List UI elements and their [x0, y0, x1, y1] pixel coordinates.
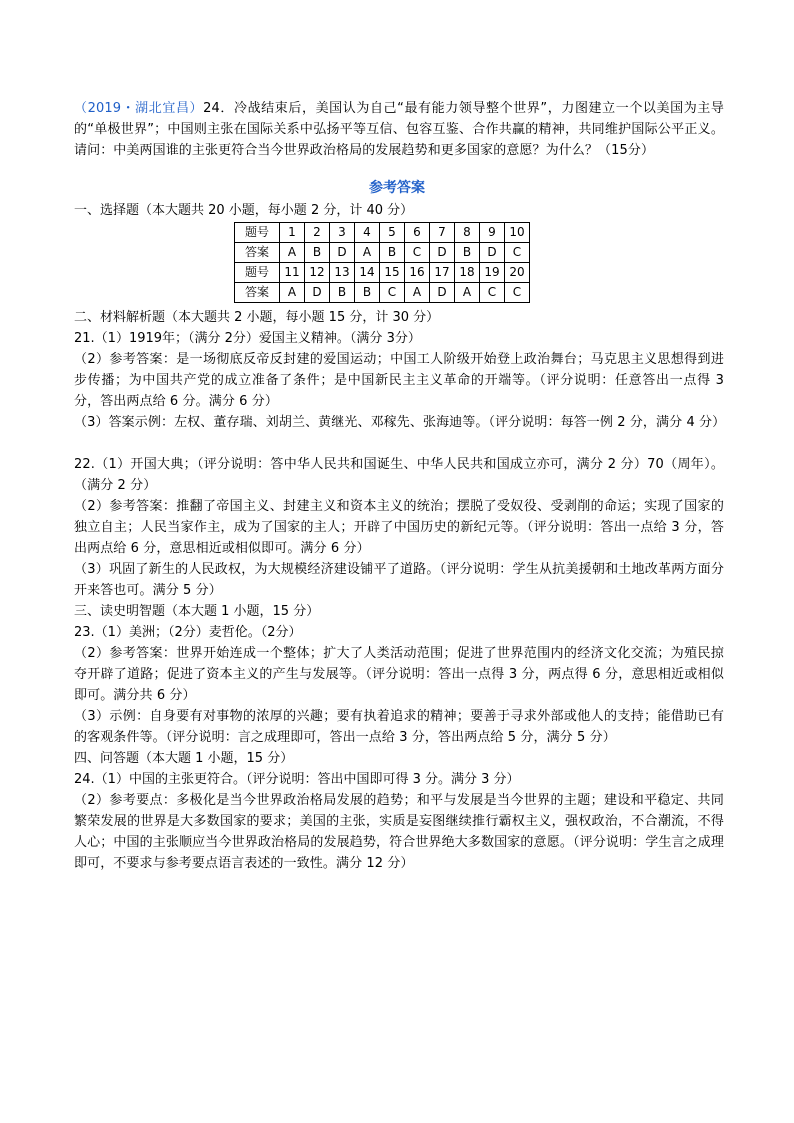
answer-table-cell: 12	[305, 263, 330, 283]
q22-part1: 22.（1）开国大典；（评分说明：答中华人民共和国诞生、中华人民共和国成立亦可，满分 2 分）70（周年）。（满分 2 分）	[74, 457, 724, 493]
answer-table-row	[235, 223, 530, 243]
section-4-title: 四、问答题（本大题 1 小题，15 分）	[74, 751, 294, 766]
answer-table-cell: D	[430, 283, 455, 303]
section-3-title: 三、读史明智题（本大题 1 小题，15 分）	[74, 604, 320, 619]
answer-table-cell: 3	[330, 223, 355, 243]
section-1-title: 一、选择题（本大题共 20 小题，每小题 2 分，计 40 分）	[74, 203, 414, 218]
answer-table-cell: A	[280, 243, 305, 263]
answer-table-cell: 15	[380, 263, 405, 283]
answer-table-cell: A	[280, 283, 305, 303]
question-24-stem	[74, 98, 724, 161]
q21-part2: （2）参考答案：是一场彻底反帝反封建的爱国运动；中国工人阶级开始登上政治舞台；马克思主义思想得到进步传播；为中国共产党的成立准备了条件；是中国新民主主义革命的开端等。（评分说明：任意答出一点得 3 分，答出两点给 6 分。满分 6 分）	[74, 352, 724, 409]
q22-part3: （3）巩固了新生的人民政权，为大规模经济建设铺平了道路。（评分说明：学生从抗美援朝和土地改革两方面分开来答也可。满分 5 分）	[74, 562, 724, 598]
answer-table-cell: A	[405, 283, 430, 303]
answer-table-cell: 19	[480, 263, 505, 283]
q21-part1: 21.（1）1919年；（满分 2分）爱国主义精神。（满分 3分）	[74, 331, 421, 346]
answer-table-row-header: 题号	[235, 223, 280, 243]
answer-table	[234, 222, 530, 303]
answer-table-cell: 7	[430, 223, 455, 243]
answer-table-cell: C	[480, 283, 505, 303]
answer-table-cell: 8	[455, 223, 480, 243]
answer-table-cell: 9	[480, 223, 505, 243]
answer-table-cell: 20	[505, 263, 530, 283]
answer-table-row	[235, 263, 530, 283]
answer-table-cell: 2	[305, 223, 330, 243]
answer-table-cell: 10	[505, 223, 530, 243]
answer-table-cell: 14	[355, 263, 380, 283]
answer-table-cell: A	[355, 243, 380, 263]
question-source: （2019・湖北宜昌）	[74, 101, 204, 116]
answer-table-cell: B	[455, 243, 480, 263]
answer-table-cell: 1	[280, 223, 305, 243]
answer-table-cell: 16	[405, 263, 430, 283]
q23-part3: （3）示例：自身要有对事物的浓厚的兴趣；要有执着追求的精神；要善于寻求外部或他人的支持；能借助已有的客观条件等。（评分说明：言之成理即可，答出一点给 3 分，答出两点给 5 分，满分 5 分）	[74, 709, 724, 745]
q22-part2: （2）参考答案：推翻了帝国主义、封建主义和资本主义的统治；摆脱了受奴役、受剥削的命运；实现了国家的独立自主；人民当家作主，成为了国家的主人；开辟了中国历史的新纪元等。（评分说明：答出一点给 3 分，答出两点给 6 分，意思相近或相似即可。满分 6 分）	[74, 499, 724, 556]
answer-table-cell: B	[380, 243, 405, 263]
answer-table-cell: 5	[380, 223, 405, 243]
answer-table-cell: C	[505, 283, 530, 303]
answers-heading: 参考答案	[369, 180, 425, 196]
answer-table-cell: B	[305, 243, 330, 263]
answer-table-cell: 13	[330, 263, 355, 283]
question-text: 24．冷战结束后，美国认为自己“最有能力领导整个世界”，力图建立一个以美国为主导的“单极世界”；中国则主张在国际关系中弘扬平等互信、包容互鉴、合作共赢的精神，共同维护国际公平正义。请问：中美两国谁的主张更符合当今世界政治格局的发展趋势和更多国家的意愿？为什么？（15分）	[74, 101, 725, 158]
answer-table-cell: 18	[455, 263, 480, 283]
answer-table-row-header: 答案	[235, 243, 280, 263]
q23-part2: （2）参考答案：世界开始连成一个整体；扩大了人类活动范围；促进了世界范围内的经济文化交流；为殖民掠夺开辟了道路；促进了资本主义的产生与发展等。（评分说明：答出一点得 3 分，两点得 6 分，意思相近或相似即可。满分共 6 分）	[74, 646, 724, 703]
answer-table-cell: A	[455, 283, 480, 303]
q23-part1: 23.（1）美洲；（2分）麦哲伦。（2分）	[74, 625, 302, 640]
section-2-title: 二、材料解析题（本大题共 2 小题，每小题 15 分，计 30 分）	[74, 310, 440, 325]
answer-table-cell: B	[330, 283, 355, 303]
answer-table-row	[235, 243, 530, 263]
answer-table-cell: D	[430, 243, 455, 263]
answer-table-cell: 6	[405, 223, 430, 243]
answer-table-cell: C	[380, 283, 405, 303]
q21-part3: （3）答案示例：左权、董存瑞、刘胡兰、黄继光、邓稼先、张海迪等。（评分说明：每答一例 2 分，满分 4 分）	[74, 415, 726, 430]
answer-table-cell: C	[505, 243, 530, 263]
answer-table-cell: 4	[355, 223, 380, 243]
answer-table-cell: D	[330, 243, 355, 263]
answer-table-cell: D	[480, 243, 505, 263]
answer-table-row-header: 答案	[235, 283, 280, 303]
answer-table-row-header: 题号	[235, 263, 280, 283]
answer-table-cell: 11	[280, 263, 305, 283]
answer-table-row	[235, 283, 530, 303]
answer-table-cell: C	[405, 243, 430, 263]
answer-table-cell: B	[355, 283, 380, 303]
answer-table-cell: D	[305, 283, 330, 303]
answer-table-cell: 17	[430, 263, 455, 283]
q24-part1: 24.（1）中国的主张更符合。（评分说明：答出中国即可得 3 分。满分 3 分）	[74, 772, 520, 787]
q24-part2: （2）参考要点：多极化是当今世界政治格局发展的趋势；和平与发展是当今世界的主题；建设和平稳定、共同繁荣发展的世界是大多数国家的要求；美国的主张，实质是妄图继续推行霸权主义，强权政治，不合潮流，不得人心；中国的主张顺应当今世界政治格局的发展趋势，符合世界绝大多数国家的意愿。（评分说明：学生言之成理即可，不要求与参考要点语言表述的一致性。满分 12 分）	[74, 793, 724, 871]
